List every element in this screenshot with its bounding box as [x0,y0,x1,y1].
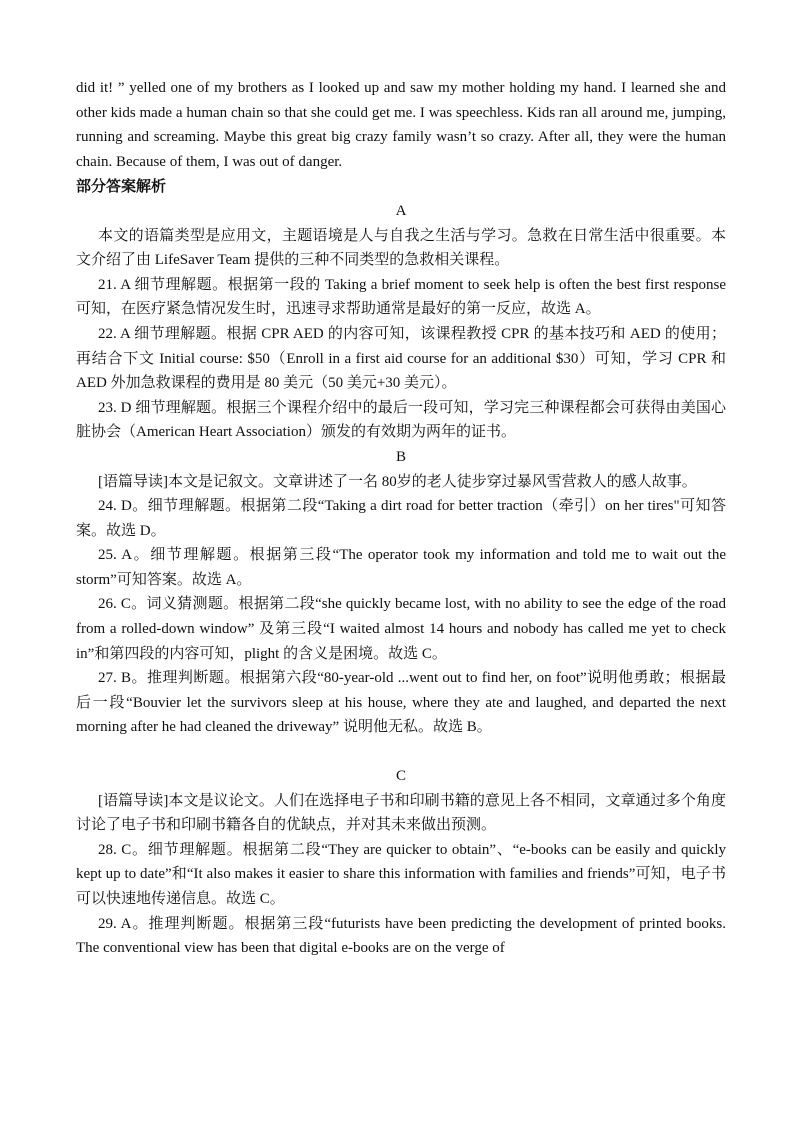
answer-21: 21. A 细节理解题。根据第一段的 Taking a brief moment to seek help is often the best first response 可知，在医疗紧急情况发生时，迅速寻求帮助通常是最好的第一反应，故选 A。 [76,276,726,318]
answer-28: 28. C。细节理解题。根据第二段“They are quicker to obtain”、“e-books can be easily and quickly kept up to date”和“It also makes it easier to share this information with families and friends”可知，电子书可以快速地传递信息。故选 C。 [76,841,726,907]
answer-29: 29. A。推理判断题。根据第三段“futurists have been predicting the development of printed books. The conventional view has been that digital e-books are on the verge of [76,915,726,957]
answer-24: 24. D。细节理解题。根据第二段“Taking a dirt road for better traction（牵引）on her tires"可知答案。故选 D。 [76,498,726,539]
story-tail-paragraph: did it! ” yelled one of my brothers as I looked up and saw my mother holding my hand. I learned she and other kids made a human chain so that she could get me. I was speechless. Kids ran all around me, jumping, running and screaming. Maybe this great big crazy family wasn’t so crazy. After all, they were the human chain. Because of them, I was out of danger. [76,80,726,170]
answer-25: 25. A。细节理解题。根据第三段“The operator took my information and told me to wait out the storm”可知答案。故选 A。 [76,547,726,588]
answer-26: 26. C。词义猜测题。根据第二段“she quickly became lost, with no ability to see the edge of the road from a rolled-down window” 及第三段“I waited almost 14 hours and nobody has called me yet to check in”和第四段的内容可知，plight 的含义是困境。故选 C。 [76,596,726,662]
section-b-letter: B [395,448,406,465]
section-spacer [76,740,726,764]
section-a-intro: 本文的语篇类型是应用文，主题语境是人与自我之生活与学习。急救在日常生活中很重要。本文介绍了由 LifeSaver Team 提供的三种不同类型的急救相关课程。 [76,227,726,269]
section-c-intro: [语篇导读]本文是议论文。人们在选择电子书和印刷书籍的意见上各不相同，文章通过多个角度讨论了电子书和印刷书籍各自的优缺点，并对其未来做出预测。 [76,792,726,834]
section-b-intro: [语篇导读]本文是记叙文。文章讲述了一名 80岁的老人徒步穿过暴风雪营救人的感人故事。 [98,473,697,490]
section-c-letter: C [395,768,406,785]
answer-22: 22. A 细节理解题。根据 CPR AED 的内容可知，该课程教授 CPR 的基本技巧和 AED 的使用；再结合下文 Initial course: $50（Enroll in a first aid course for an additional $30）可知，学习 CPR 和 AED 外加急救课程的费用是 80 美元（50 美元+30 美元）。 [76,325,726,392]
document-page [76,76,726,961]
answer-27: 27. B。推理判断题。根据第六段“80-year-old ...went out to find her, on foot”说明他勇敢；根据最后一段“Bouvier let the survivors sleep at his house, where they ate and laughed, and departed the next morning after he had cleaned the driveway” 说明他无私。故选 B。 [76,670,726,736]
answers-heading: 部分答案解析 [76,177,167,196]
answer-23: 23. D 细节理解题。根据三个课程介绍中的最后一段可知，学习完三种课程都会可获得由美国心脏协会（American Heart Association）颁发的有效期为两年的证书。 [76,399,726,441]
section-a-letter: A [395,202,407,219]
